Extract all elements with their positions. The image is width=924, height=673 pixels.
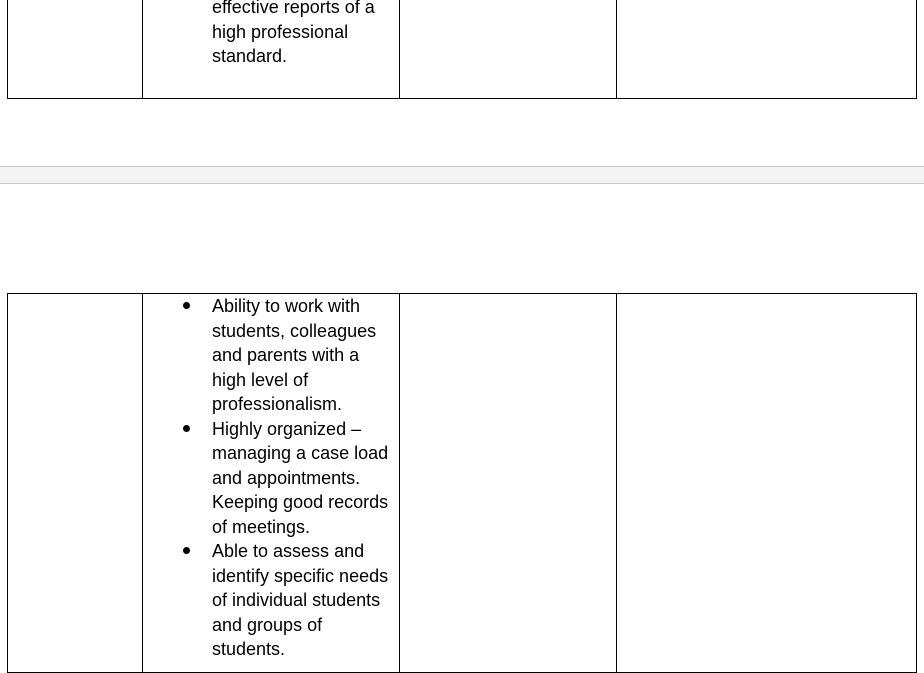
table-top-fragment — [7, 0, 917, 99]
list-item-text: Highly organized – managing a case load and appointments. Keeping good records of meetings. — [212, 418, 389, 537]
bullet-icon — [183, 547, 190, 554]
table-cell — [8, 294, 143, 673]
bullet-icon — [183, 302, 190, 309]
table-cell — [143, 0, 400, 99]
table-cell — [617, 0, 917, 99]
table-cell — [8, 0, 143, 99]
list-item — [143, 539, 399, 662]
table-row — [8, 0, 917, 99]
table-cell — [143, 294, 400, 673]
list-item — [143, 417, 399, 540]
bullet-list — [143, 294, 399, 662]
table-cell — [617, 294, 917, 673]
cell-text: effective reports of a high professional standard. — [212, 0, 375, 66]
bullet-icon — [183, 425, 190, 432]
table-row — [8, 294, 917, 673]
page-break-gap — [0, 166, 924, 184]
table-bottom-fragment — [7, 293, 917, 673]
list-item-text: Ability to work with students, colleagues and parents with a high level of professionalism. — [212, 296, 377, 414]
list-item-text: Able to assess and identify specific needs of individual students and groups of students. — [212, 541, 389, 659]
table-cell — [400, 0, 617, 99]
list-item — [143, 294, 399, 417]
table-cell — [400, 294, 617, 673]
